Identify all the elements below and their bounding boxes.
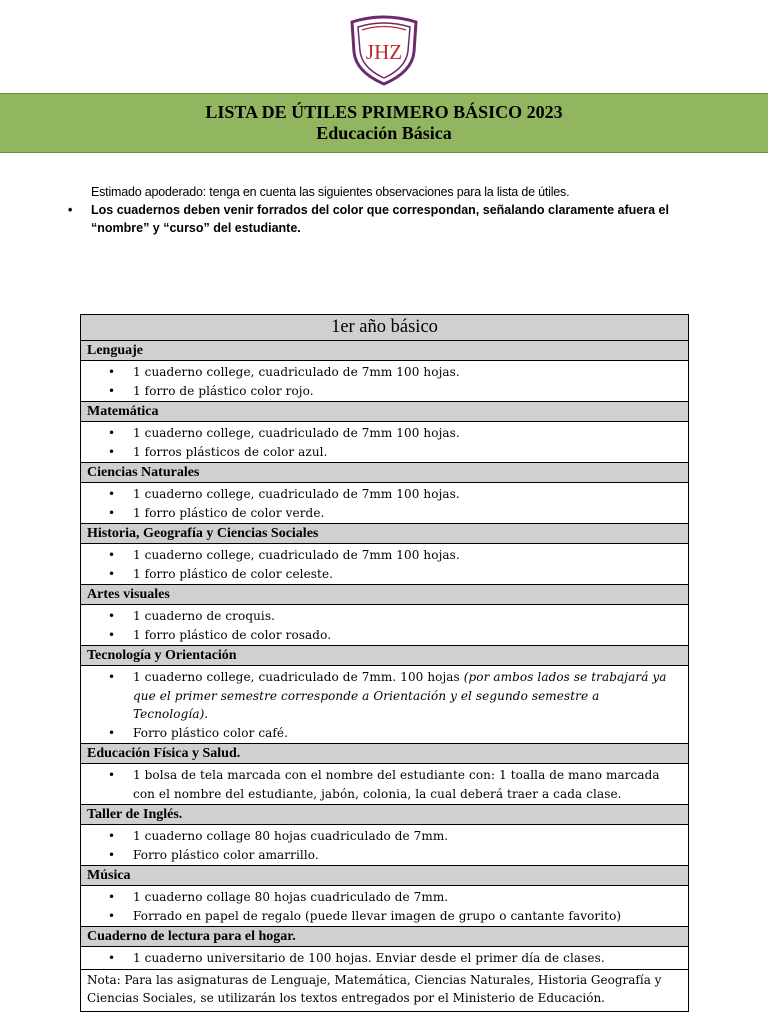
item-text: Forrado en papel de regalo (puede llevar imagen de grupo o cantante favorito) [133,908,622,923]
footer-note: Nota: Para las asignaturas de Lenguaje, Matemática, Ciencias Naturales, Historia Geografía y Ciencias Sociales, se utilizarán los textos entregados por el Ministerio de Educación. [81,969,689,1011]
bullet-icon: • [108,768,116,782]
subject-header: Historia, Geografía y Ciencias Sociales [81,524,689,544]
item-text: Forro plástico color café. [133,725,289,740]
intro-section [68,183,701,237]
subject-items [81,422,689,463]
bullet-icon: • [108,548,116,562]
table-row [81,866,689,886]
intro-bullet-text: Los cuadernos deben venir forrados del color que correspondan, señalando claramente afuera el “nombre” y “curso” del estudiante. [91,203,669,235]
item-text: 1 forro plástico de color rosado. [133,627,332,642]
subject-items [81,605,689,646]
subject-items [81,666,689,744]
subject-items [81,361,689,402]
subject-header: Cuaderno de lectura para el hogar. [81,927,689,947]
subject-items [81,764,689,805]
item-note: (por ambos lados se trabajará ya que el primer semestre corresponde a Orientación y el segundo semestre a Tecnología). [133,670,667,721]
bullet-icon: • [108,847,116,862]
item-text: 1 cuaderno college, cuadriculado de 7mm 100 hojas. [133,426,460,440]
intro-note: Estimado apoderado: tenga en cuenta las siguientes observaciones para la lista de útiles. [91,185,570,199]
bullet-icon: • [108,383,116,398]
table-row [81,315,689,341]
table-row [81,646,689,666]
table-row [81,764,689,805]
item-text: 1 forro plástico de color verde. [133,505,325,520]
list-item [81,949,688,968]
bullet-icon: • [108,627,116,642]
list-item [81,546,688,565]
list-item [81,766,688,803]
table-row [81,825,689,866]
item-text: 1 cuaderno college, cuadriculado de 7mm 100 hojas. [133,365,460,379]
table-row [81,402,689,422]
list-item [81,363,688,382]
item-text: Forro plástico color amarrillo. [133,847,319,862]
item-text: 1 forro plástico de color celeste. [133,566,334,581]
list-item [81,888,688,907]
table-row [81,422,689,463]
title-banner [0,93,768,153]
bullet-icon: • [108,444,116,459]
item-text: 1 cuaderno collage 80 hojas cuadriculado de 7mm. [133,890,449,904]
table-row [81,927,689,947]
table-title: 1er año básico [81,315,689,341]
item-text: 1 cuaderno universitario de 100 hojas. Enviar desde el primer día de clases. [133,951,605,965]
bullet-icon: • [108,951,116,965]
list-item [81,504,688,523]
list-item [81,382,688,401]
table-row [81,605,689,646]
subject-header: Lenguaje [81,341,689,361]
subject-items [81,483,689,524]
bullet-icon: • [108,487,116,501]
item-text: 1 cuaderno collage 80 hojas cuadriculado de 7mm. [133,829,449,843]
bullet-icon: • [108,365,116,379]
subject-items [81,886,689,927]
subject-header: Educación Física y Salud. [81,744,689,764]
table-row [81,947,689,970]
list-item [81,443,688,462]
subject-items [81,544,689,585]
list-item [81,907,688,926]
table-row [81,361,689,402]
bullet-icon: • [108,426,116,440]
table-row [81,805,689,825]
table-row [81,886,689,927]
table-row [81,544,689,585]
list-item [81,668,688,724]
intro-bullet [68,201,701,237]
item-text: 1 cuaderno college, cuadriculado de 7mm. 100 hojas [133,670,464,684]
subject-header: Matemática [81,402,689,422]
bullet-icon: • [108,609,116,623]
table-row [81,744,689,764]
svg-text:JHZ: JHZ [365,40,403,64]
subject-header: Artes visuales [81,585,689,605]
subject-items [81,825,689,866]
list-item [81,424,688,443]
table-row [81,585,689,605]
bullet-icon: • [108,890,116,904]
bullet-icon: • [108,829,116,843]
item-text: 1 bolsa de tela marcada con el nombre del estudiante con: 1 toalla de mano marcada con el nombre del estudiante, jabón, colonia, la cual deberá traer a cada clase. [133,768,660,801]
item-text: 1 cuaderno de croquis. [133,609,276,623]
list-item [81,565,688,584]
table-row [81,524,689,544]
table-row [81,666,689,744]
bullet-icon: • [108,566,116,581]
subject-header: Taller de Inglés. [81,805,689,825]
item-text: 1 forro de plástico color rojo. [133,383,314,398]
item-text: 1 forros plásticos de color azul. [133,444,328,459]
list-item [81,607,688,626]
bullet-icon: • [108,670,116,684]
bullet-icon: • [68,203,73,217]
subject-header: Música [81,866,689,886]
list-item [81,846,688,865]
item-text: 1 cuaderno college, cuadriculado de 7mm 100 hojas. [133,487,460,501]
document-subtitle: Educación Básica [316,123,452,143]
document-title: LISTA DE ÚTILES PRIMERO BÁSICO 2023 [205,102,563,122]
bullet-icon: • [108,908,116,923]
list-item [81,485,688,504]
table-row [81,463,689,483]
list-item [81,827,688,846]
subject-header: Tecnología y Orientación [81,646,689,666]
item-text: 1 cuaderno college, cuadriculado de 7mm 100 hojas. [133,548,460,562]
subject-items [81,947,689,970]
table-row [81,341,689,361]
list-item [81,724,688,743]
subject-header: Ciencias Naturales [81,463,689,483]
list-item [81,626,688,645]
supplies-table [80,314,689,1012]
bullet-icon: • [108,505,116,520]
table-row [81,483,689,524]
school-crest-logo [348,14,420,86]
bullet-icon: • [108,725,116,740]
table-row [81,969,689,1011]
